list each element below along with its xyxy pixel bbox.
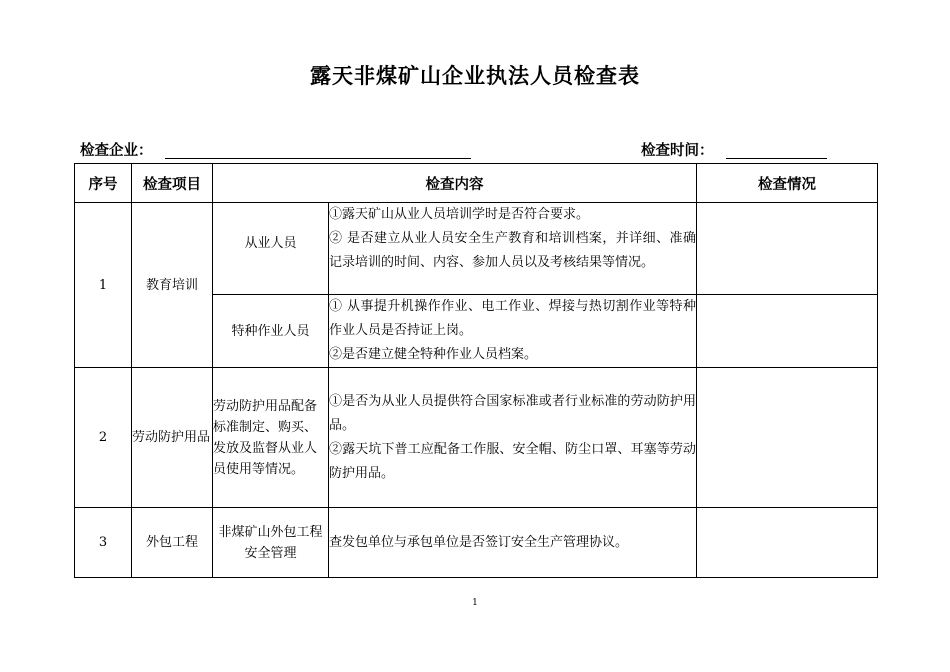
table-row [75, 368, 878, 508]
enterprise-label: 检查企业： [80, 143, 153, 159]
enterprise-blank-line [165, 158, 471, 159]
row-content [329, 508, 697, 578]
row-item: 劳动防护用品 [132, 368, 213, 508]
content-point: ②是否建立健全特种作业人员档案。 [329, 347, 538, 362]
row-subitem: 从业人员 [213, 203, 329, 295]
time-blank-line [726, 158, 827, 159]
time-label: 检查时间： [641, 143, 714, 159]
header-serial: 序号 [75, 164, 132, 203]
inspection-table [74, 163, 878, 578]
row-serial: 2 [75, 368, 132, 508]
result-cell [697, 508, 878, 578]
page-number: 1 [472, 598, 478, 608]
content-point: 查发包单位与承包单位是否签订安全生产管理协议。 [329, 534, 629, 550]
result-cell [697, 203, 878, 295]
row-serial: 3 [75, 508, 132, 578]
content-point: ②露天坑下普工应配备工作服、安全帽、防尘口罩、耳塞等劳动防护用品。 [329, 441, 696, 481]
row-content [329, 295, 697, 368]
content-point: ① 从事提升机操作作业、电工作业、焊接与热切割作业等特种作业人员是否持证上岗。 [329, 299, 696, 338]
content-point: ② 是否建立从业人员安全生产教育和培训档案，并详细、准确记录培训的时间、内容、参加人员以及考核结果等情况。 [329, 231, 696, 270]
row-item: 教育培训 [132, 203, 213, 368]
content-point: ①是否为从业人员提供符合国家标准或者行业标准的劳动防护用品。 [329, 393, 696, 433]
row-serial: 1 [75, 203, 132, 368]
row-subitem: 特种作业人员 [213, 295, 329, 368]
content-point: ①露天矿山从业人员培训学时是否符合要求。 [329, 207, 590, 222]
row-item: 外包工程 [132, 508, 213, 578]
row-subitem: 劳动防护用品配备标准制定、购买、发放及监督从业人员使用等情况。 [213, 368, 329, 508]
table-header-row [75, 164, 878, 203]
result-cell [697, 368, 878, 508]
document-title: 露天非煤矿山企业执法人员检查表 [310, 64, 640, 88]
row-content [329, 203, 697, 295]
table-row [75, 203, 878, 295]
header-content: 检查内容 [213, 164, 697, 203]
row-subitem: 非煤矿山外包工程安全管理 [213, 508, 329, 578]
row-content [329, 368, 697, 508]
header-item: 检查项目 [132, 164, 213, 203]
header-result: 检查情况 [697, 164, 878, 203]
table-row [75, 508, 878, 578]
result-cell [697, 295, 878, 368]
